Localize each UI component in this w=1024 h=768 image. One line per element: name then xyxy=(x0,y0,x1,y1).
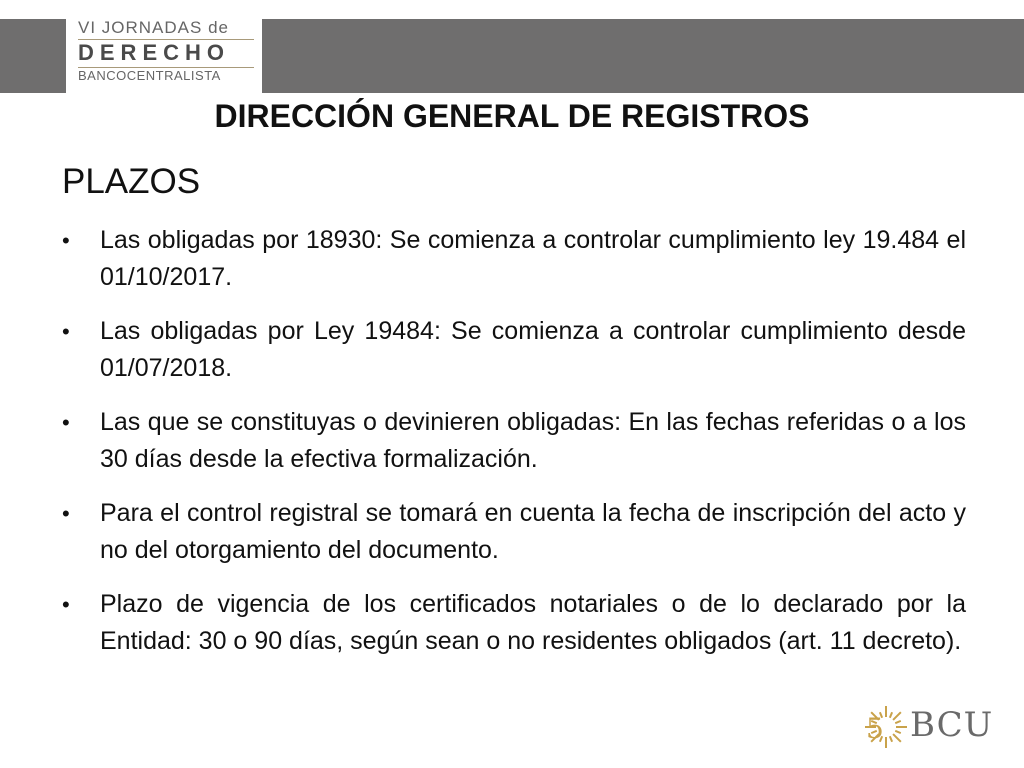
bullet-item xyxy=(62,495,966,569)
bullet-text: Plazo de vigencia de los certificados notariales o de lo declarado por la Entidad: 30 o 90 días, según sean o no residentes obligados (art. 11 decreto). xyxy=(100,590,966,655)
logo-line-3: BANCOCENTRALISTA xyxy=(78,68,221,83)
bcu-logo-text: BCU xyxy=(910,705,994,745)
bullet-icon: • xyxy=(62,228,70,253)
logo-line-2: DERECHO xyxy=(78,40,231,65)
conference-logo xyxy=(66,12,262,96)
bullet-icon: • xyxy=(62,319,70,344)
bullet-icon: • xyxy=(62,592,70,617)
bullet-icon: • xyxy=(62,410,70,435)
bullet-icon: • xyxy=(62,501,70,526)
bullet-text: Las que se constituyas o devinieren obligadas: En las fechas referidas o a los 30 días desde la efectiva formalización. xyxy=(100,408,966,473)
bcu-logo xyxy=(860,702,1010,752)
bullet-text: Las obligadas por 18930: Se comienza a controlar cumplimiento ley 19.484 el 01/10/2017. xyxy=(100,226,966,291)
bullet-text: Las obligadas por Ley 19484: Se comienza a controlar cumplimiento desde 01/07/2018. xyxy=(100,317,966,382)
logo-line-1: VI JORNADAS de xyxy=(78,18,229,37)
bullet-item xyxy=(62,313,966,387)
bullet-item xyxy=(62,404,966,478)
slide-title: DIRECCIÓN GENERAL DE REGISTROS xyxy=(214,98,810,134)
logo-number: 5 xyxy=(866,712,884,745)
slide-subtitle: PLAZOS xyxy=(62,162,201,201)
bullet-text: Para el control registral se tomará en cuenta la fecha de inscripción del acto y no del otorgamiento del documento. xyxy=(100,499,966,564)
bullet-item xyxy=(62,586,966,660)
bullet-list xyxy=(62,222,966,677)
bullet-item xyxy=(62,222,966,296)
sun-icon xyxy=(860,704,908,750)
